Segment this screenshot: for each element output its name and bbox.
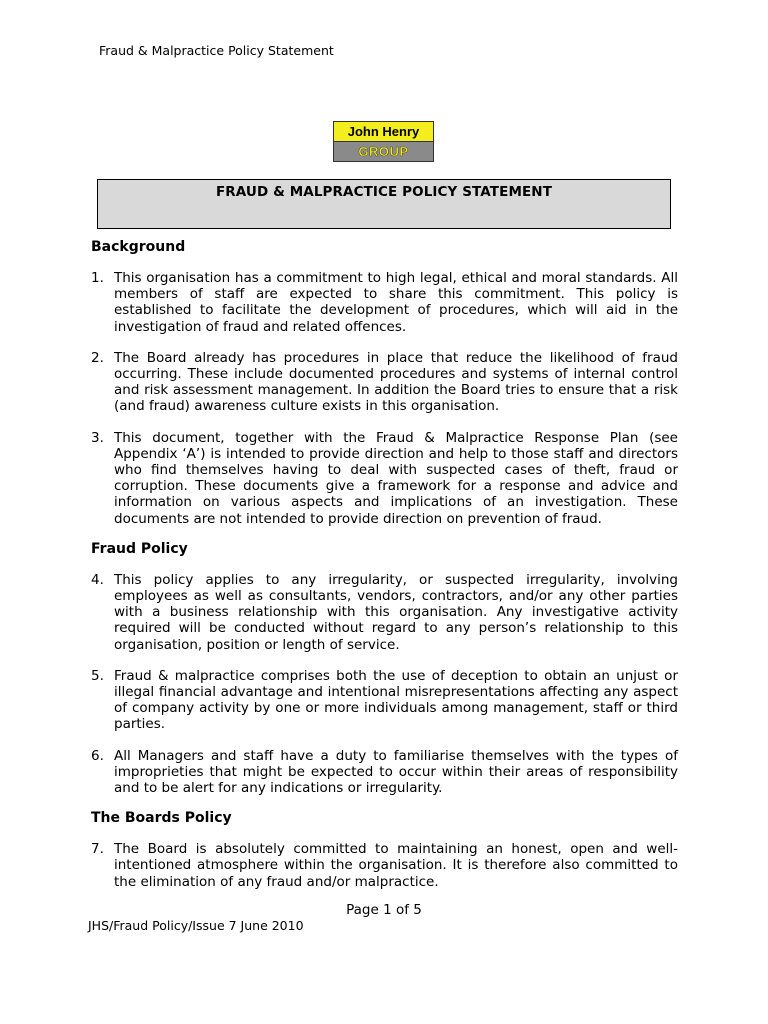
paragraph-3 <box>91 430 678 527</box>
logo-name: John Henry <box>334 122 433 142</box>
paragraph-5 <box>91 668 678 733</box>
logo-group: GROUP <box>334 142 433 161</box>
paragraph-number: 2. <box>91 349 104 366</box>
title-box <box>97 179 671 229</box>
paragraph-number: 6. <box>91 747 104 764</box>
paragraph-2 <box>91 350 678 415</box>
document-title: FRAUD & MALPRACTICE POLICY STATEMENT <box>215 184 553 200</box>
paragraph-4 <box>91 572 678 653</box>
paragraph-number: 3. <box>91 429 104 446</box>
paragraph-text: The Board already has procedures in place that reduce the likelihood of fraud occurring. These include documented procedures and systems of internal control and risk assessment management. In addition the Board tries to ensure that a risk (and fraud) awareness culture exists in this organisation. <box>114 349 678 415</box>
company-logo <box>333 121 434 162</box>
paragraph-7 <box>91 841 678 890</box>
paragraph-text: The Board is absolutely committed to maintaining an honest, open and well-intentioned atmosphere within the organisation. It is therefore also committed to the elimination of any fraud and/or malpractice. <box>114 841 678 890</box>
paragraph-text: Fraud & malpractice comprises both the use of deception to obtain an unjust or illegal financial advantage and intentional misrepresentations affecting any aspect of company activity by one or more individuals among management, staff or third parties. <box>114 667 678 733</box>
paragraph-1 <box>91 270 678 335</box>
paragraph-number: 7. <box>91 841 104 858</box>
paragraph-text: All Managers and staff have a duty to familiarise themselves with the types of improprieties that might be expected to occur within their areas of responsibility and to be alert for any indications or irregularity. <box>114 747 678 797</box>
paragraph-number: 5. <box>91 667 104 684</box>
document-body <box>91 237 678 905</box>
paragraph-text: This document, together with the Fraud & Malpractice Response Plan (see Appendix ‘A’) is intended to provide direction and help to those staff and directors who find themselves having to deal with suspected cases of theft, fraud or corruption. These documents give a framework for a response and advice and information on various aspects and implications of an investigation. These documents are not intended to provide direction on prevention of fraud. <box>114 429 678 527</box>
footer-reference: JHS/Fraud Policy/Issue 7 June 2010 <box>88 918 304 933</box>
paragraph-text: This organisation has a commitment to high legal, ethical and moral standards. All members of staff are expected to share this commitment. This policy is established to facilitate the development of procedures, which will aid in the investigation of fraud and related offences. <box>114 270 678 335</box>
running-header: Fraud & Malpractice Policy Statement <box>99 43 334 58</box>
paragraph-6 <box>91 748 678 797</box>
page-number: Page 1 of 5 <box>346 902 422 918</box>
paragraph-number: 1. <box>91 270 104 286</box>
section-heading-fraud-policy: Fraud Policy <box>91 540 188 557</box>
paragraph-text: This policy applies to any irregularity, or suspected irregularity, involving employees as well as consultants, vendors, contractors, and/or any other parties with a business relationship with this organisation. Any investigative activity required will be conducted without regard to any person’s relationship to this organisation, position or length of service. <box>114 571 678 653</box>
section-heading-boards-policy: The Boards Policy <box>91 810 232 827</box>
section-heading-background: Background <box>91 239 186 255</box>
paragraph-number: 4. <box>91 571 104 588</box>
